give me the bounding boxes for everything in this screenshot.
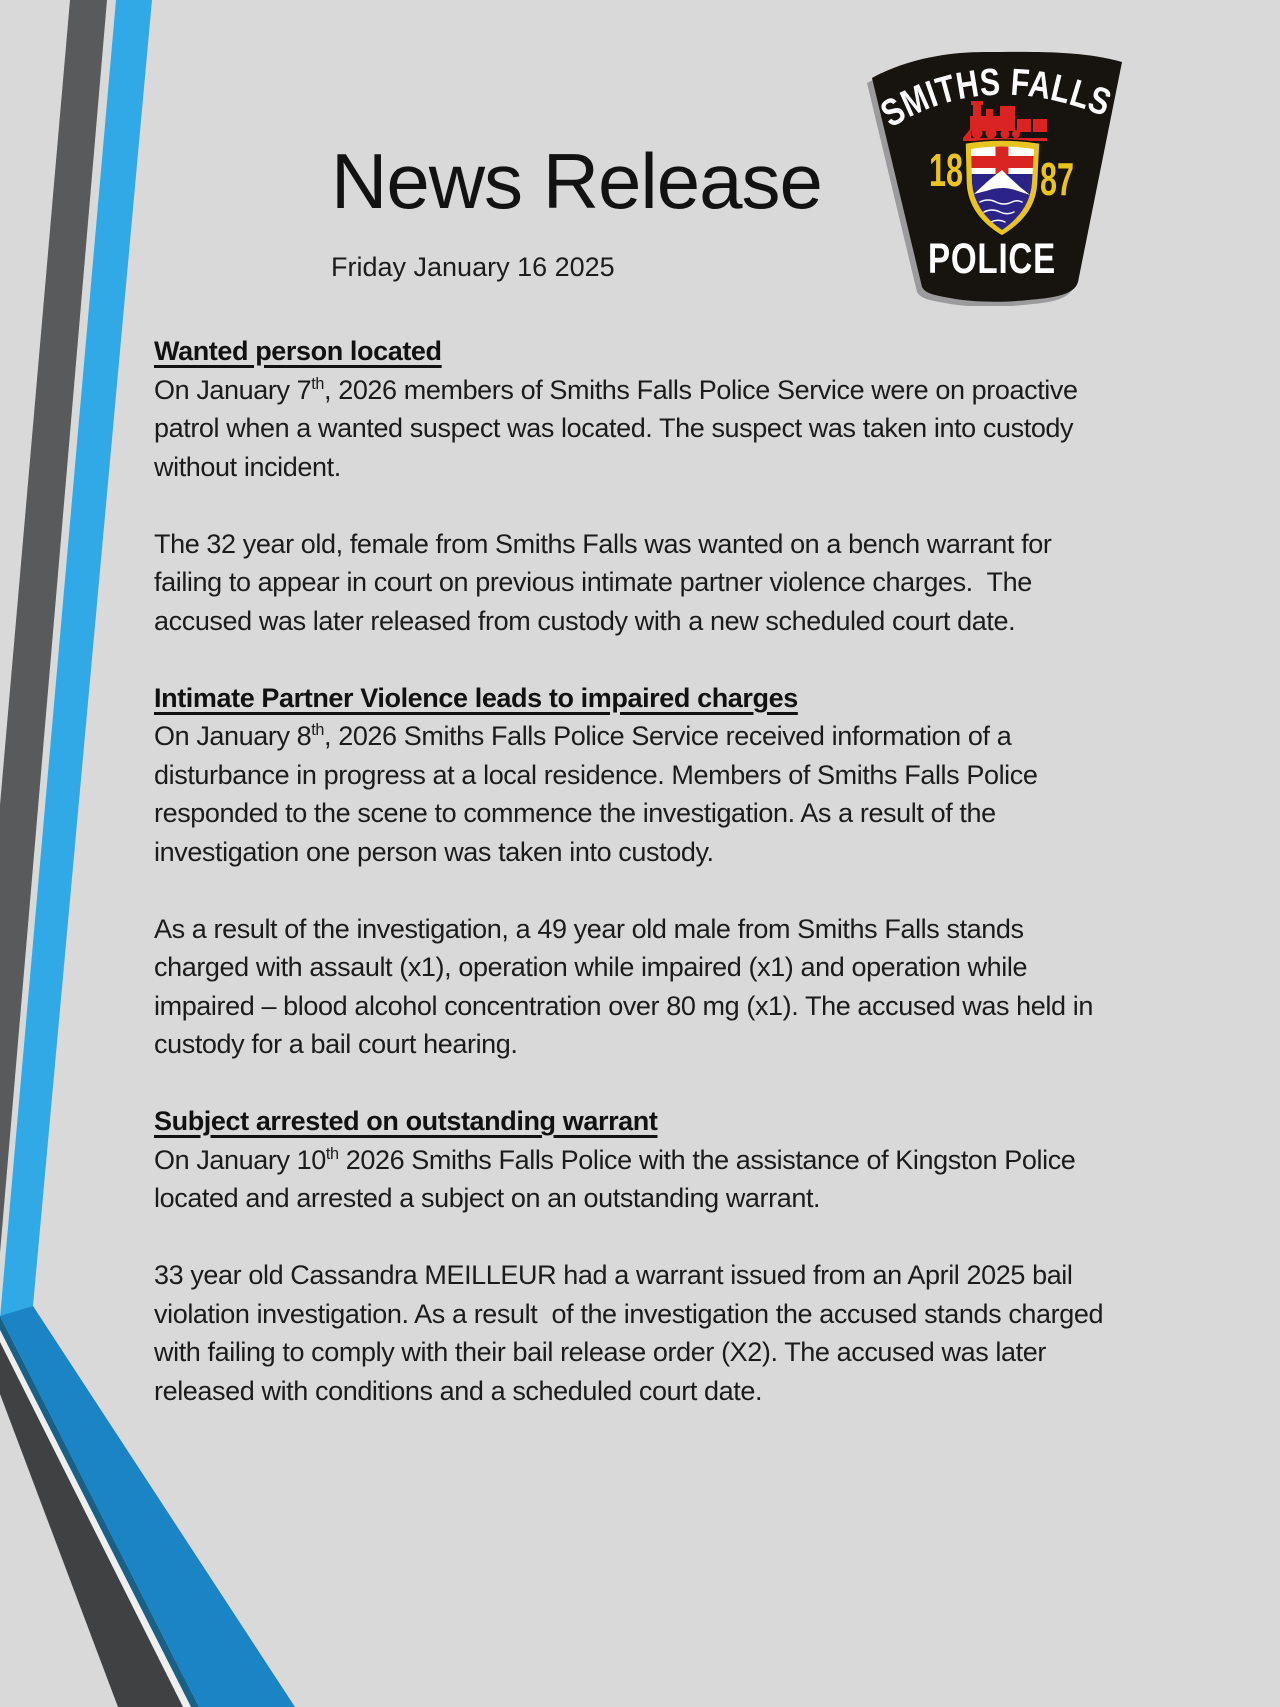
badge-arc-text: SMITHS FALLS <box>874 61 1122 136</box>
release-date: Friday January 16 2025 <box>331 252 615 282</box>
news-body <box>154 332 1184 1410</box>
paragraph: The 32 year old, female from Smiths Falls was wanted on a bench warrant for failing to appear in court on previous intimate partner violence charges. The accused was later released from custody with a new scheduled court date. <box>154 528 1052 636</box>
badge-year-left: 18 <box>929 144 963 196</box>
badge-year-right: 87 <box>1040 153 1074 205</box>
section-heading-wanted-person: Wanted person located <box>154 336 442 366</box>
page-title: News Release <box>331 137 822 225</box>
paragraph: As a result of the investigation, a 49 year old male from Smiths Falls stands charged with assault (x1), operation while impaired (x1) and operation while impaired – blood alcohol concentration over 80 mg (x1). The accused was held in custody for a bail court hearing. <box>154 913 1093 1059</box>
paragraph: On January 7th, 2026 members of Smiths Falls Police Service were on proactive patrol when a wanted suspect was located. The suspect was taken into custody without incident. <box>154 374 1078 482</box>
badge-police-text: POLICE <box>928 235 1056 283</box>
paragraph: On January 10th 2026 Smiths Falls Police with the assistance of Kingston Police located and arrested a subject on an outstanding warrant. <box>154 1144 1076 1213</box>
section-heading-outstanding-warrant: Subject arrested on outstanding warrant <box>154 1106 658 1136</box>
paragraph: On January 8th, 2026 Smiths Falls Police Service received information of a disturbance in progress at a local residence. Members of Smiths Falls Police responded to the scene to commence the investigation. As a result of the investigation one person was taken into custody. <box>154 721 1038 867</box>
paragraph: 33 year old Cassandra MEILLEUR had a warrant issued from an April 2025 bail violation investigation. As a result of the investigation the accused stands charged with failing to comply with their bail release order (X2). The accused was later released with conditions and a scheduled court date. <box>154 1260 1104 1406</box>
smiths-falls-police-badge-icon <box>850 44 1130 306</box>
section-heading-ipv-impaired: Intimate Partner Violence leads to impaired charges <box>154 682 798 713</box>
